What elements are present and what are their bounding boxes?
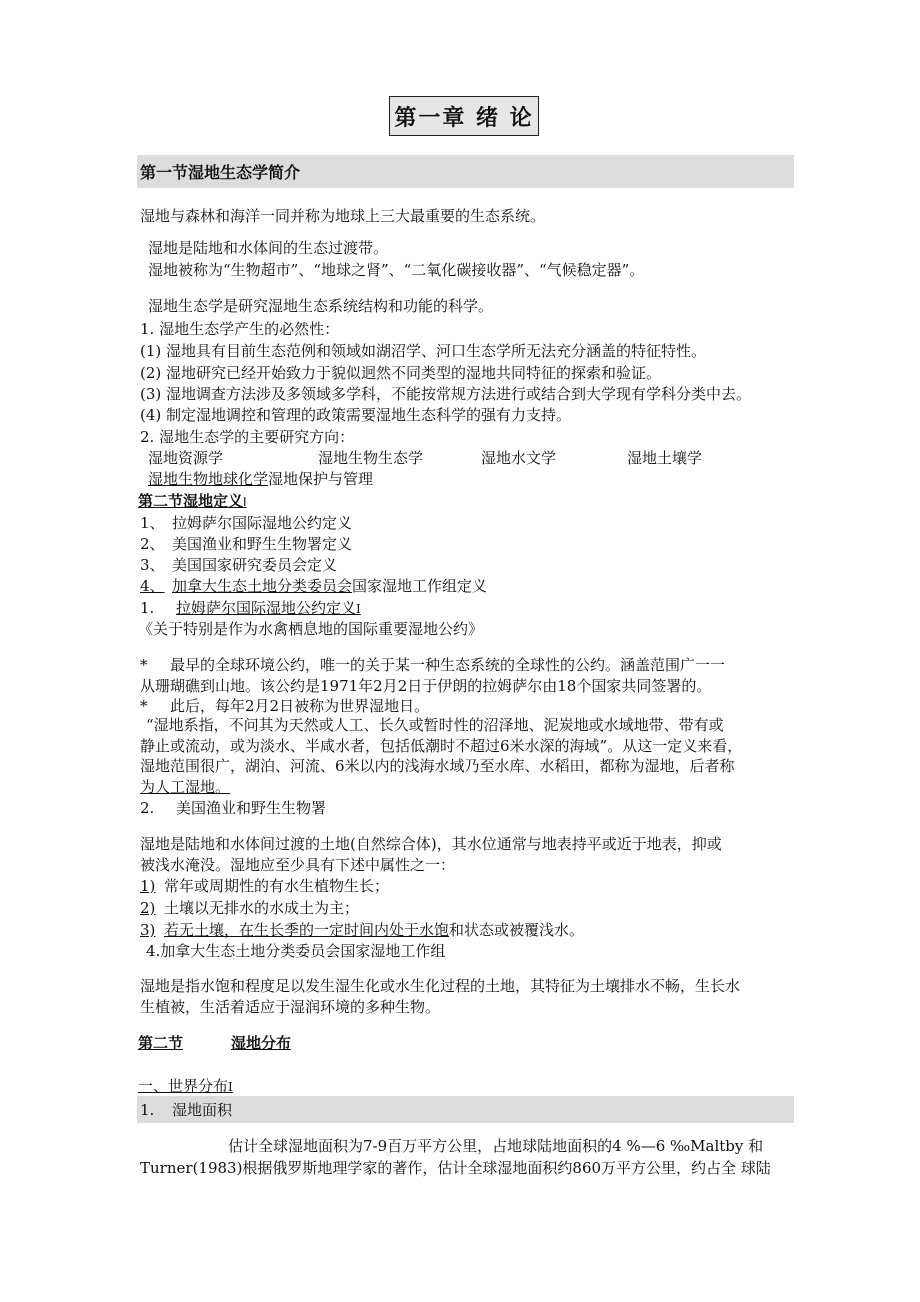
paragraph: 湿地与森林和海洋一同并称为地球上三大最重要的生态系统。 bbox=[140, 207, 546, 225]
list-item bbox=[140, 385, 751, 404]
directions-line2 bbox=[148, 470, 373, 489]
list-text: 常年或周期性的有水生植物生长； bbox=[164, 877, 390, 895]
list-text: 拉姆萨尔国际湿地公约定义 bbox=[172, 514, 353, 532]
ramsar-heading-mark: I bbox=[356, 602, 361, 616]
list-text: 加拿大生态土地分类委员会 bbox=[172, 577, 353, 595]
direction-item: 湿地保护与管理 bbox=[268, 470, 374, 488]
definition-item bbox=[140, 514, 352, 533]
list-number: 2. bbox=[140, 799, 155, 817]
list-text: 美国渔业和野生生物署定义 bbox=[172, 535, 353, 553]
list-text: 湿地研究已经开始致力于貌似迥然不同类型的湿地共同特征的探索和验证。 bbox=[166, 364, 662, 382]
list-number: (4) bbox=[140, 406, 162, 424]
necessity-title: 1. 湿地生态学产生的必然性： bbox=[140, 320, 340, 338]
paragraph-line: 湿地范围很广，湖泊、河流、6米以内的浅海水域乃至水库、水稻田，都称为湿地，后者称 bbox=[140, 757, 735, 775]
attribute-item bbox=[140, 899, 359, 918]
list-number: (2) bbox=[140, 364, 162, 382]
chapter-title: 第一章 绪 论 bbox=[394, 105, 534, 131]
list-number: 2、 bbox=[140, 535, 165, 553]
area-heading bbox=[140, 1101, 232, 1120]
list-text: 湿地调查方法涉及多领域多学科，不能按常规方法进行或结合到大学现有学科分类中去。 bbox=[166, 385, 752, 403]
subsection-world-text: 一、世界分布 bbox=[138, 1077, 229, 1095]
list-number: 3) bbox=[140, 921, 156, 939]
direction-item: 湿地资源学 bbox=[148, 449, 224, 467]
paragraph-line: 最早的全球环境公约，唯一的关于某一种生态系统的全球性的公约。涵盖范围广一一 bbox=[170, 656, 726, 674]
section2-title-text: 第二节湿地定义 bbox=[138, 492, 244, 510]
subsection-world-mark: I bbox=[228, 1080, 233, 1094]
direction-item: 湿地生物生态学 bbox=[318, 449, 424, 467]
section3-title-part: 湿地分布 bbox=[231, 1034, 292, 1052]
list-text: 美国国家研究委员会定义 bbox=[172, 556, 338, 574]
paragraph-line: 被浅水淹没。湿地应至少具有下述中属性之一： bbox=[140, 856, 456, 874]
canada-heading: 4.加拿大生态土地分类委员会国家湿地工作组 bbox=[146, 942, 446, 960]
list-number: 2) bbox=[140, 899, 156, 917]
list-text: 国家湿地工作组定义 bbox=[352, 577, 488, 595]
paragraph: 湿地被称为“生物超市”、“地球之肾”、“二氧化碳接收器”、“气候稳定器”。 bbox=[148, 261, 645, 279]
ramsar-full-name: 《关于特别是作为水禽栖息地的国际重要湿地公约》 bbox=[138, 620, 484, 638]
star-paragraph: * 最早的全球环境公约，唯一的关于某一种生态系统的全球性的公约。涵盖范围广一一 bbox=[140, 656, 726, 674]
section2-title-mark: I bbox=[243, 495, 247, 509]
list-text: 若无土壤，在生长季的一定时间内处于水饱 bbox=[164, 921, 450, 939]
direction-item: 湿地水文学 bbox=[481, 449, 557, 467]
chapter-title-box bbox=[389, 96, 539, 136]
attribute-item bbox=[140, 921, 584, 940]
paragraph-line: 估计全球湿地面积为7-9百万平方公里，占地球陆地面积的4 %—6 ‰Maltby 和 bbox=[228, 1137, 764, 1155]
list-text: 土壤以无排水的水成土为主； bbox=[164, 899, 360, 917]
paragraph: 湿地生态学是研究湿地生态系统结构和功能的科学。 bbox=[148, 297, 494, 315]
paragraph: 湿地是陆地和水体间的生态过渡带。 bbox=[148, 239, 389, 257]
paragraph-line: 湿地是指水饱和程度足以发生湿生化或水生化过程的土地，其特征为土壤排水不畅，生长水 bbox=[140, 977, 741, 995]
paragraph-line: “湿地系指，不问其为天然或人工、长久或暂时性的沼泽地、泥炭地或水域地带、带有或 bbox=[146, 716, 724, 734]
list-text: 制定湿地调控和管理的政策需要湿地生态科学的强有力支持。 bbox=[166, 406, 572, 424]
list-number: 1) bbox=[140, 877, 156, 895]
section3-title-part: 第二节 bbox=[138, 1034, 184, 1052]
directions-title: 2. 湿地生态学的主要研究方向： bbox=[140, 428, 355, 446]
list-number: 1. bbox=[140, 1101, 155, 1119]
definition-item bbox=[140, 556, 337, 575]
us-heading-text: 美国渔业和野生生物署 bbox=[176, 799, 327, 817]
paragraph-line: Turner(1983)根据俄罗斯地理学家的著作，估计全球湿地面积约860万平方公里，约占全 球陆 bbox=[140, 1159, 771, 1177]
list-number: (1) bbox=[140, 342, 162, 360]
list-number: 4、 bbox=[140, 577, 165, 595]
list-number: 3、 bbox=[140, 556, 165, 574]
subsection-world bbox=[138, 1077, 233, 1097]
list-text: 和状态或被覆浅水。 bbox=[449, 921, 585, 939]
section3-title bbox=[138, 1034, 291, 1053]
paragraph-line: 静止或流动，或为淡水、半咸水者，包括低潮时不超过6米水深的海域”。从这一定义来看， bbox=[140, 737, 743, 755]
list-number: 1. bbox=[140, 599, 155, 617]
definition-item bbox=[140, 577, 487, 596]
list-text: 湿地具有目前生态范例和领域如湖沼学、河口生态学所无法充分涵盖的特征特性。 bbox=[166, 342, 707, 360]
paragraph-line: 湿地是陆地和水体间过渡的土地(自然综合体)，其水位通常与地表持平或近于地表，抑或 bbox=[140, 835, 722, 853]
area-heading-band bbox=[137, 1096, 794, 1123]
ramsar-heading bbox=[140, 599, 361, 619]
us-heading bbox=[140, 799, 326, 818]
ramsar-heading-text: 拉姆萨尔国际湿地公约定义 bbox=[176, 599, 357, 617]
direction-item: 湿地土壤学 bbox=[627, 449, 703, 467]
list-item bbox=[140, 406, 571, 425]
area-heading-text: 湿地面积 bbox=[172, 1101, 233, 1119]
paragraph-line: 从珊瑚礁到山地。该公约是1971年2月2日于伊朗的拉姆萨尔由18个国家共同签署的。 bbox=[140, 677, 712, 695]
paragraph-line: 生植被，生活着适应于湿润环境的多种生物。 bbox=[140, 998, 441, 1016]
attribute-item bbox=[140, 877, 389, 896]
list-number: 1、 bbox=[140, 514, 165, 532]
paragraph-line: 为人工湿地。 bbox=[140, 778, 231, 796]
paragraph-line: 此后，每年2月2日被称为世界湿地日。 bbox=[170, 697, 430, 715]
list-item bbox=[140, 342, 706, 361]
list-item bbox=[140, 364, 661, 383]
definition-item bbox=[140, 535, 352, 554]
direction-item: 湿地生物地球化学 bbox=[148, 470, 269, 488]
list-number: (3) bbox=[140, 385, 162, 403]
star-paragraph: * 此后，每年2月2日被称为世界湿地日。 bbox=[140, 697, 430, 715]
section2-title bbox=[138, 492, 247, 512]
section1-title: 第一节湿地生态学简介 bbox=[140, 163, 301, 182]
